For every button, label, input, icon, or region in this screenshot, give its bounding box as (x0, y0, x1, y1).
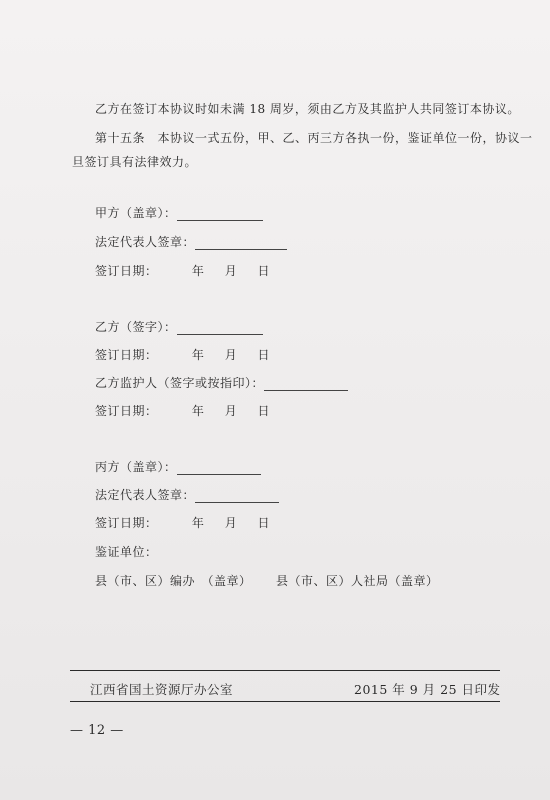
year-label: 年 (191, 264, 205, 278)
day-label: 日 (257, 348, 271, 362)
footer-bottom-rule (70, 701, 500, 702)
party-a-label: 甲方（盖章）： (95, 206, 177, 220)
guardian-sign-row (95, 374, 348, 391)
clause-15-line2: 旦签订具有法律效力。 (72, 155, 198, 169)
party-a-rep-row (95, 233, 287, 250)
guardian-label: 乙方监护人（签字或按指印）： (95, 376, 265, 390)
party-a-date-row (95, 262, 270, 279)
year-label: 年 (191, 516, 205, 530)
month-label: 月 (224, 348, 238, 362)
party-c-rep-row (95, 486, 279, 503)
county-hr-bureau-stamp: 县（市、区）人社局（盖章） (276, 574, 439, 588)
party-a-date-label: 签订日期： (95, 264, 158, 278)
party-c-stamp-row (95, 458, 261, 475)
party-a-stamp-row (95, 204, 263, 221)
month-label: 月 (224, 264, 238, 278)
party-a-rep-field[interactable] (195, 235, 287, 250)
party-b-date-row (95, 346, 270, 363)
issuing-office: 江西省国土资源厅办公室 (90, 682, 234, 697)
day-label: 日 (257, 404, 271, 418)
party-c-date-label: 签订日期： (95, 516, 158, 530)
county-office-stamp: 县（市、区）编办 （盖章） (95, 574, 252, 588)
party-b-sign-field[interactable] (177, 320, 263, 335)
clause-15-line1: 第十五条 本协议一式五份，甲、乙、丙三方各执一份，鉴证单位一份，协议一 (95, 131, 533, 145)
page-number: — 12 — (70, 723, 124, 738)
party-c-label: 丙方（盖章）： (95, 460, 177, 474)
clause-14-text: 乙方在签订本协议时如未满 18 周岁，须由乙方及其监护人共同签订本协议。 (95, 102, 520, 116)
year-label: 年 (191, 348, 205, 362)
party-b-sign-row (95, 318, 263, 335)
year-label: 年 (191, 404, 205, 418)
party-c-rep-label: 法定代表人签章： (95, 488, 196, 502)
guardian-sign-field[interactable] (264, 376, 348, 391)
party-b-label: 乙方（签字）： (95, 320, 177, 334)
party-a-rep-label: 法定代表人签章： (95, 235, 196, 249)
party-a-stamp-field[interactable] (177, 206, 263, 221)
day-label: 日 (257, 264, 271, 278)
verification-unit-label: 鉴证单位： (95, 545, 158, 559)
guardian-date-label: 签订日期： (95, 404, 158, 418)
party-c-date-row (95, 514, 270, 531)
month-label: 月 (224, 404, 238, 418)
month-label: 月 (224, 516, 238, 530)
day-label: 日 (257, 516, 271, 530)
party-c-stamp-field[interactable] (177, 460, 261, 475)
issue-date: 2015 年 9 月 25 日印发 (354, 682, 501, 697)
party-b-date-label: 签订日期： (95, 348, 158, 362)
guardian-date-row (95, 402, 270, 419)
party-c-rep-field[interactable] (195, 488, 279, 503)
footer-top-rule (70, 670, 500, 671)
